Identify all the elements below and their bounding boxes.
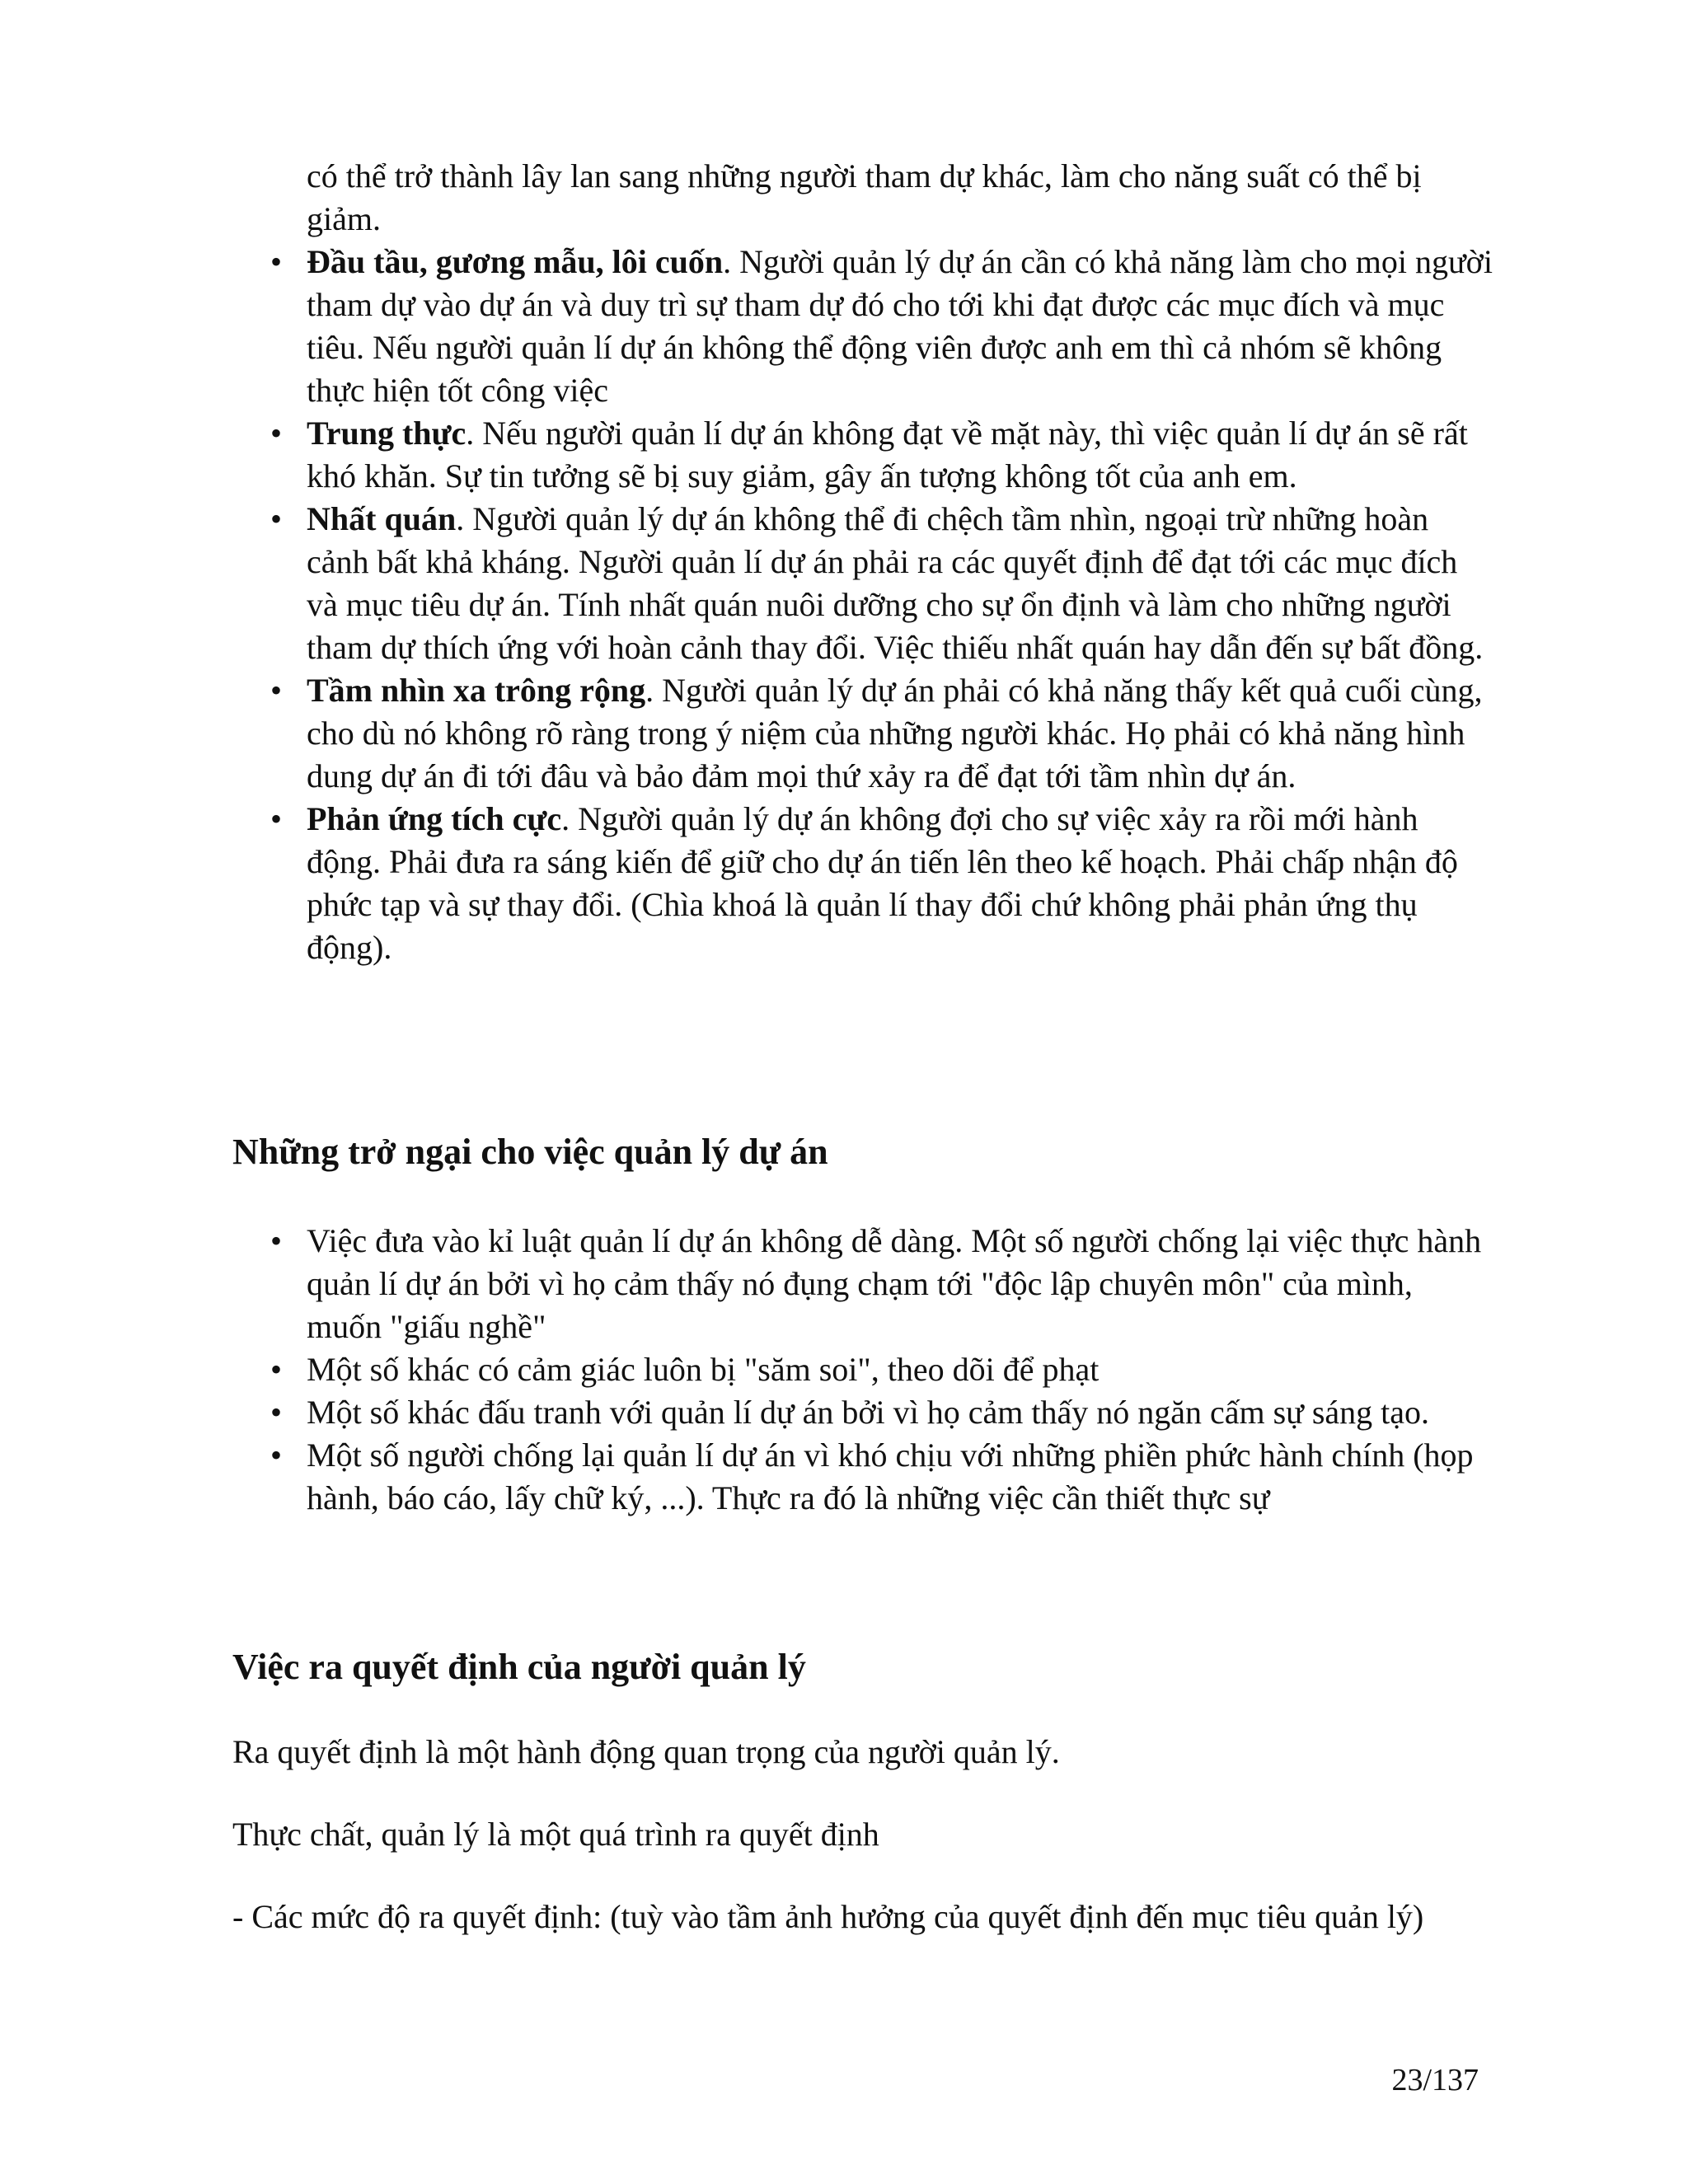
paragraph: - Các mức độ ra quyết định: (tuỳ vào tầm ảnh hưởng của quyết định đến mục tiêu quản lý) bbox=[232, 1898, 1424, 1935]
item-text: . Nếu người quản lí dự án không đạt về mặt này, thì việc quản lí dự án sẽ rất khó khăn. Sự tin tưởng sẽ bị suy giảm, gây ấn tượng không tốt của anh em. bbox=[307, 415, 1468, 494]
list-item bbox=[307, 412, 1493, 498]
page-number: 23/137 bbox=[1391, 2063, 1479, 2097]
item-term: Nhất quán bbox=[307, 500, 457, 537]
paragraph: Ra quyết định là một hành động quan trọng của người quản lý. bbox=[232, 1733, 1060, 1770]
item-text: . Người quản lý dự án không thể đi chệch tầm nhìn, ngoại trừ những hoàn cảnh bất khả kháng. Người quản lí dự án phải ra các quyết định để đạt tới các mục đích và mục tiêu dự án. Tính nhất quán nuôi dưỡng cho sự ổn định và làm cho những người tham dự thích ứng với hoàn cảnh thay đổi. Việc thiếu nhất quán hay dẫn đến sự bất đồng. bbox=[307, 500, 1484, 666]
item-text: Một số khác đấu tranh với quản lí dự án bởi vì họ cảm thấy nó ngăn cấm sự sáng tạo. bbox=[307, 1394, 1430, 1431]
list-item bbox=[307, 241, 1493, 412]
obstacles-list bbox=[307, 1220, 1493, 1520]
item-text: . Người quản lý dự án cần có khả năng làm cho mọi người tham dự vào dự án và duy trì sự tham dự đó cho tới khi đạt được các mục đích và mục tiêu. Nếu người quản lí dự án không thể động viên được anh em thì cả nhóm sẽ không thực hiện tốt công việc bbox=[307, 243, 1493, 409]
list-item bbox=[307, 1434, 1493, 1520]
list-item bbox=[307, 1348, 1493, 1391]
item-text: . Người quản lý dự án không đợi cho sự việc xảy ra rồi mới hành động. Phải đưa ra sáng kiến để giữ cho dự án tiến lên theo kế hoạch. Phải chấp nhận độ phức tạp và sự thay đổi. (Chìa khoá là quản lí thay đổi chứ không phải phản ứng thụ động). bbox=[307, 800, 1458, 966]
item-text: . Người quản lý dự án phải có khả năng thấy kết quả cuối cùng, cho dù nó không rõ ràng trong ý niệm của những người khác. Họ phải có khả năng hình dung dự án đi tới đâu và bảo đảm mọi thứ xảy ra để đạt tới tầm nhìn dự án. bbox=[307, 672, 1483, 794]
section-heading-obstacles: Những trở ngại cho việc quản lý dự án bbox=[232, 1132, 828, 1172]
item-term: Tầm nhìn xa trông rộng bbox=[307, 672, 646, 709]
item-text: có thể trở thành lây lan sang những người tham dự khác, làm cho năng suất có thể bị giảm. bbox=[307, 157, 1422, 237]
list-item bbox=[307, 155, 1493, 241]
item-text: Việc đưa vào kỉ luật quản lí dự án không dễ dàng. Một số người chống lại việc thực hành quản lí dự án bởi vì họ cảm thấy nó đụng chạm tới "độc lập chuyên môn" của mình, muốn "giấu nghề" bbox=[307, 1222, 1482, 1345]
item-term: Đầu tầu, gương mẫu, lôi cuốn bbox=[307, 243, 724, 280]
item-text: Một số người chống lại quản lí dự án vì khó chịu với những phiền phức hành chính (họp hành, báo cáo, lấy chữ ký, ...). Thực ra đó là những việc cần thiết thực sự bbox=[307, 1436, 1474, 1516]
list-item bbox=[307, 798, 1493, 969]
list-item bbox=[307, 498, 1493, 669]
list-item bbox=[307, 1220, 1493, 1348]
section-heading-decision-making: Việc ra quyết định của người quản lý bbox=[232, 1647, 806, 1687]
leadership-qualities-list bbox=[307, 155, 1493, 969]
list-item bbox=[307, 669, 1493, 798]
paragraph: Thực chất, quản lý là một quá trình ra quyết định bbox=[232, 1816, 879, 1853]
item-text: Một số khác có cảm giác luôn bị "săm soi", theo dõi để phạt bbox=[307, 1351, 1100, 1388]
item-term: Phản ứng tích cực bbox=[307, 800, 562, 837]
item-term: Trung thực bbox=[307, 415, 467, 452]
list-item bbox=[307, 1391, 1493, 1434]
